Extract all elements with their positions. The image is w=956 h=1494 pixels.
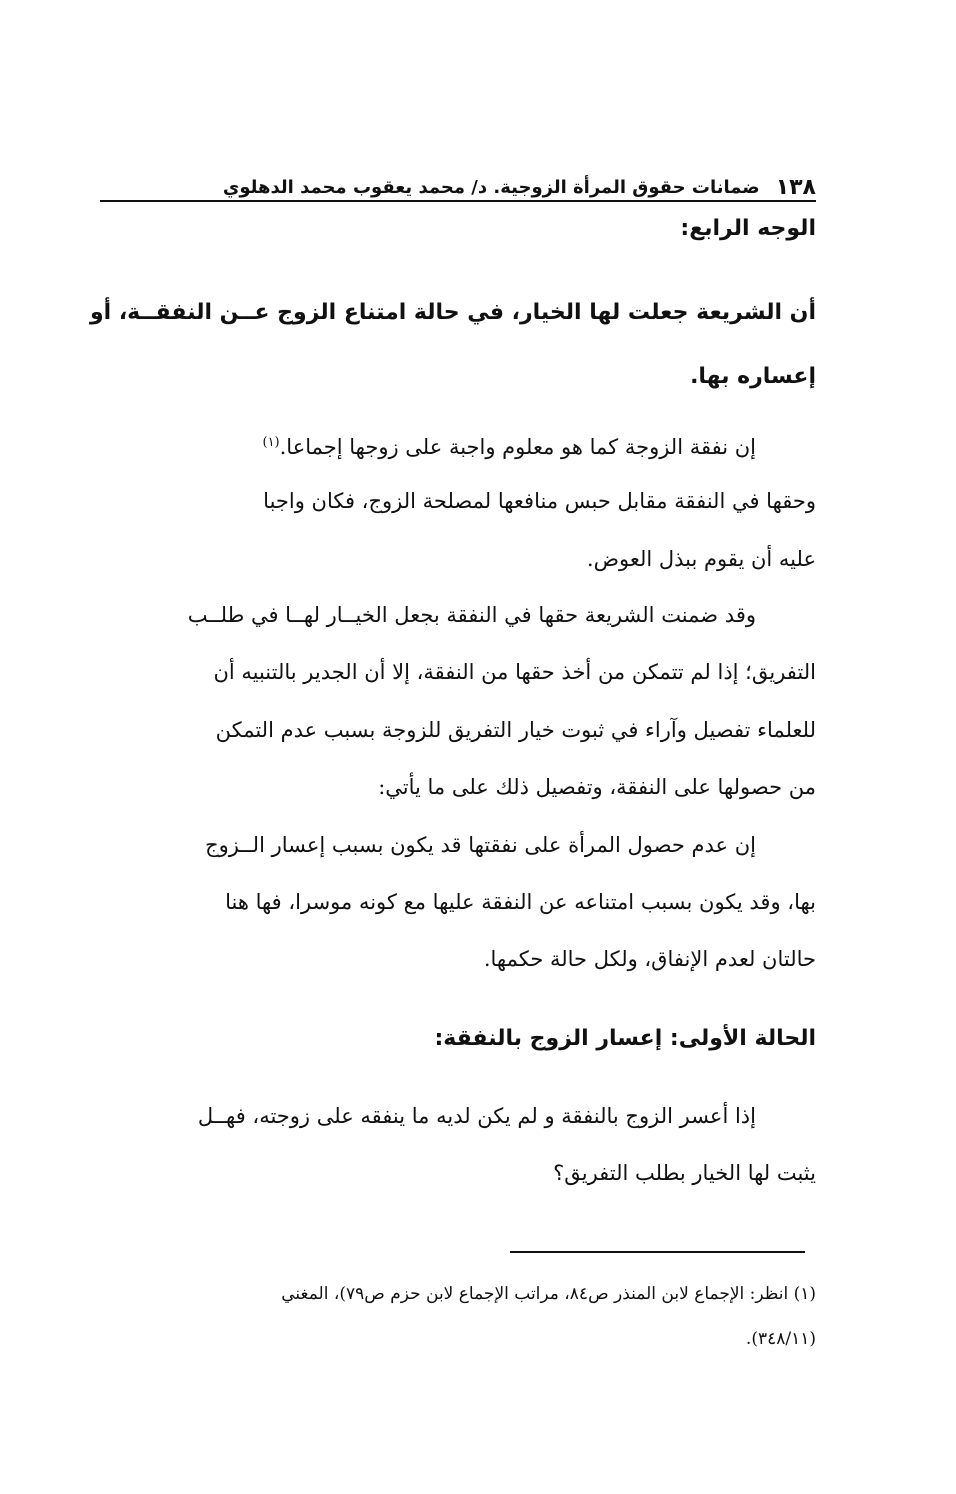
- paragraph-4-line-2: بها، وقد يكون بسبب امتناعه عن النفقة عليها مع كونه موسرا، فها هنا: [225, 890, 816, 914]
- section-heading: الوجه الرابع:: [680, 216, 816, 241]
- paragraph-3-line-4: من حصولها على النفقة، وتفصيل ذلك على ما يأتي:: [378, 775, 816, 799]
- footnote-reference: (١): [262, 435, 280, 450]
- paragraph-2-line-1: وحقها في النفقة مقابل حبس منافعها لمصلحة الزوج، فكان واجبا: [263, 489, 816, 513]
- paragraph-4-line-3: حالتان لعدم الإنفاق، ولكل حالة حكمها.: [483, 947, 816, 971]
- thesis-line-1: أن الشريعة جعلت لها الخيار، في حالة امتناع الزوج عــن النفقــة، أو: [89, 300, 816, 325]
- paragraph-4-line-1: إن عدم حصول المرأة على نفقتها قد يكون بسبب إعسار الــزوج: [205, 833, 756, 857]
- paragraph-3-line-2: التفريق؛ إذا لم تتمكن من أخذ حقها من النفقة، إلا أن الجدير بالتنبيه أن: [213, 660, 816, 684]
- paragraph-2-line-2: عليه أن يقوم ببذل العوض.: [586, 547, 816, 571]
- page-number: ١٣٨: [775, 175, 816, 200]
- footnote-separator: [510, 1251, 805, 1253]
- paragraph-3-line-3: للعلماء تفصيل وآراء في ثبوت خيار التفريق للزوجة بسبب عدم التمكن: [215, 718, 816, 742]
- running-header-title: ضمانات حقوق المرأة الزوجية. د/ محمد يعقوب محمد الدهلوي: [222, 177, 760, 198]
- paragraph-1-text: إن نفقة الزوجة كما هو معلوم واجبة على زوجها إجماعا.: [279, 435, 756, 459]
- paragraph-1: [262, 428, 756, 462]
- paragraph-5-line-2: يثبت لها الخيار بطلب التفريق؟: [553, 1161, 816, 1185]
- case-1-heading: الحالة الأولى: إعسار الزوج بالنفقة:: [434, 1026, 816, 1051]
- footnote-line-2: (٣٤٨/١١).: [745, 1329, 816, 1349]
- thesis-line-2: إعساره بها.: [690, 364, 816, 389]
- paragraph-5-line-1: إذا أعسر الزوج بالنفقة و لم يكن لديه ما ينفقه على زوجته، فهــل: [197, 1104, 756, 1128]
- running-header: [100, 170, 816, 202]
- paragraph-3-line-1: وقد ضمنت الشريعة حقها في النفقة بجعل الخيــار لهــا في طلــب: [187, 603, 756, 627]
- footnote-line-1: (١) انظر: الإجماع لابن المنذر ص٨٤، مراتب الإجماع لابن حزم ص٧٩)، المغني: [281, 1284, 816, 1304]
